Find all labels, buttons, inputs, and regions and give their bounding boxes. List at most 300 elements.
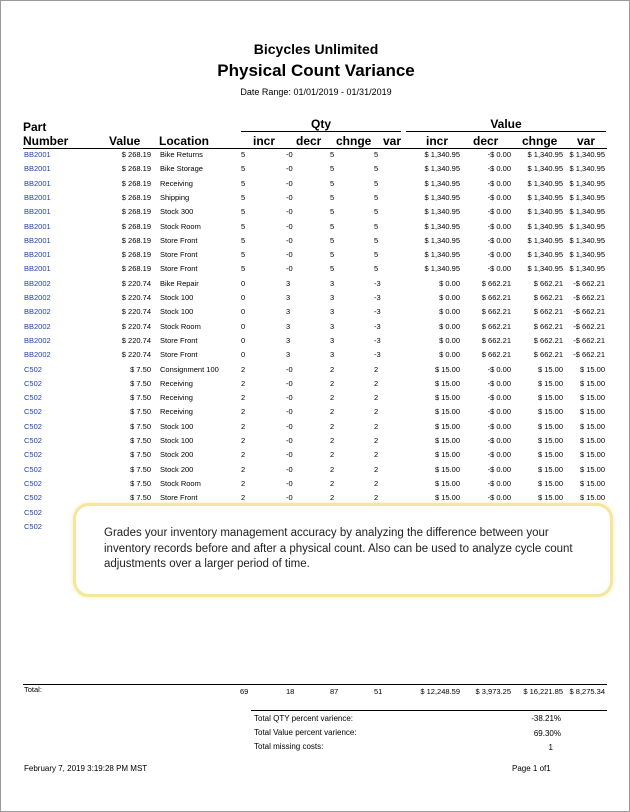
qty-chnge-cell: 5 bbox=[330, 235, 335, 245]
qty-chnge-cell: 5 bbox=[330, 264, 335, 274]
totals-rule bbox=[23, 684, 607, 685]
part-header-line1: Part bbox=[23, 120, 47, 134]
val-decr-cell: $ 662.21 bbox=[481, 350, 511, 360]
val-decr-cell: $ 662.21 bbox=[481, 307, 511, 317]
qty-incr-cell: 0 bbox=[241, 293, 246, 302]
qty-chnge-header: chnge bbox=[336, 134, 372, 148]
val-var-cell: -$ 662.21 bbox=[573, 335, 605, 345]
qty-incr-header: incr bbox=[253, 134, 276, 148]
qty-decr-cell: -0 bbox=[286, 207, 293, 217]
qty-var-cell: 2 bbox=[374, 421, 379, 431]
part-header-line2: Number bbox=[23, 134, 69, 148]
unit-value-cell: $ 220.74 bbox=[121, 307, 151, 317]
val-var-cell: $ 1,340.95 bbox=[569, 250, 605, 260]
unit-value-cell: $ 7.50 bbox=[130, 393, 151, 403]
part-number-cell[interactable]: BB2001 bbox=[24, 164, 51, 174]
unit-value-cell: $ 268.19 bbox=[121, 264, 151, 274]
qty-chnge-cell: 2 bbox=[330, 478, 335, 488]
val-incr-cell: $ 1,340.95 bbox=[424, 264, 460, 274]
table-row bbox=[1, 277, 630, 291]
date-to: 01/31/2019 bbox=[346, 87, 392, 97]
qty-chnge-cell: 3 bbox=[330, 307, 335, 317]
val-chnge-cell: $ 1,340.95 bbox=[527, 192, 563, 202]
qty-incr-cell: 2 bbox=[241, 364, 246, 374]
qty-incr-cell: 2 bbox=[241, 407, 246, 417]
val-decr-cell: -$ 0.00 bbox=[487, 493, 511, 503]
total-qty-incr: 69 bbox=[240, 687, 249, 696]
total-val-var: $ 8,275.34 bbox=[569, 687, 605, 696]
qty-incr-cell: 2 bbox=[241, 450, 246, 460]
val-incr-cell: $ 0.00 bbox=[439, 307, 460, 317]
value-group-rule bbox=[406, 131, 606, 132]
qty-incr-cell: 2 bbox=[241, 421, 246, 431]
val-chnge-cell: $ 662.21 bbox=[533, 293, 563, 302]
val-decr-cell: -$ 0.00 bbox=[487, 221, 511, 231]
date-range-label: Date Range: bbox=[240, 87, 291, 97]
location-cell: Stock 100 bbox=[160, 421, 194, 431]
table-row bbox=[1, 448, 630, 462]
qty-var-cell: -3 bbox=[374, 350, 381, 360]
location-cell: Stock 100 bbox=[160, 436, 194, 445]
location-cell: Store Front bbox=[160, 350, 198, 360]
unit-value-cell: $ 268.19 bbox=[121, 164, 151, 174]
total-qty-var: 51 bbox=[374, 687, 383, 696]
val-var-header: var bbox=[577, 134, 596, 148]
unit-value-cell: $ 220.74 bbox=[121, 278, 151, 288]
qty-decr-cell: 3 bbox=[286, 321, 291, 331]
val-decr-cell: -$ 0.00 bbox=[487, 192, 511, 202]
qty-decr-cell: -0 bbox=[286, 250, 293, 260]
missing-costs-value: 1 bbox=[548, 743, 553, 752]
val-chnge-cell: $ 662.21 bbox=[533, 307, 563, 317]
unit-value-cell: $ 7.50 bbox=[130, 407, 151, 417]
qty-incr-cell: 5 bbox=[241, 192, 246, 202]
qty-incr-cell: 5 bbox=[241, 221, 246, 231]
qty-chnge-cell: 5 bbox=[330, 178, 335, 188]
table-row bbox=[1, 162, 630, 176]
qty-var-cell: -3 bbox=[374, 335, 381, 345]
val-chnge-cell: $ 1,340.95 bbox=[527, 221, 563, 231]
unit-value-cell: $ 268.19 bbox=[121, 207, 151, 217]
qty-decr-cell: -0 bbox=[286, 192, 293, 202]
table-row bbox=[1, 291, 630, 305]
qty-decr-cell: 3 bbox=[286, 278, 291, 288]
table-row bbox=[1, 234, 630, 248]
val-incr-cell: $ 15.00 bbox=[434, 436, 460, 445]
location-cell: Stock Room bbox=[160, 478, 201, 488]
val-decr-cell: -$ 0.00 bbox=[487, 478, 511, 488]
unit-value-cell: $ 268.19 bbox=[121, 192, 151, 202]
val-chnge-cell: $ 1,340.95 bbox=[527, 207, 563, 217]
qty-chnge-cell: 5 bbox=[330, 207, 335, 217]
qty-incr-cell: 2 bbox=[241, 436, 246, 445]
qty-decr-cell: -0 bbox=[286, 378, 293, 388]
val-var-cell: $ 15.00 bbox=[579, 493, 605, 503]
qty-percent-value: -38.21% bbox=[531, 714, 561, 723]
unit-value-cell: $ 7.50 bbox=[130, 378, 151, 388]
location-cell: Store Front bbox=[160, 493, 198, 503]
location-cell: Stock Room bbox=[160, 221, 201, 231]
val-chnge-cell: $ 15.00 bbox=[537, 493, 563, 503]
total-val-decr: $ 3,973.25 bbox=[475, 687, 511, 696]
print-timestamp: February 7, 2019 3:19:28 PM MST bbox=[24, 764, 148, 773]
val-var-cell: $ 15.00 bbox=[579, 464, 605, 474]
val-var-cell: $ 15.00 bbox=[579, 421, 605, 431]
val-incr-cell: $ 15.00 bbox=[434, 393, 460, 403]
qty-incr-cell: 5 bbox=[241, 235, 246, 245]
qty-var-cell: 2 bbox=[374, 364, 379, 374]
part-number-cell[interactable]: BB2002 bbox=[24, 278, 51, 288]
part-number-cell[interactable]: BB2001 bbox=[24, 221, 51, 231]
qty-decr-cell: -0 bbox=[286, 221, 293, 231]
qty-chnge-cell: 2 bbox=[330, 493, 335, 503]
part-number-cell[interactable]: BB2001 bbox=[24, 178, 51, 188]
total-qty-chnge: 87 bbox=[330, 687, 339, 696]
part-number-cell[interactable]: C502 bbox=[24, 407, 42, 417]
qty-incr-cell: 2 bbox=[241, 493, 246, 503]
val-var-cell: $ 1,340.95 bbox=[569, 178, 605, 188]
val-var-cell: -$ 662.21 bbox=[573, 350, 605, 360]
qty-decr-cell: -0 bbox=[286, 450, 293, 460]
qty-group-header: Qty bbox=[310, 117, 331, 131]
page-number: Page 1 of1 bbox=[512, 764, 551, 773]
part-number-cell[interactable]: BB2001 bbox=[24, 150, 51, 159]
val-chnge-cell: $ 15.00 bbox=[537, 393, 563, 403]
part-number-cell[interactable]: BB2002 bbox=[24, 350, 51, 360]
qty-chnge-cell: 2 bbox=[330, 407, 335, 417]
unit-value-cell: $ 268.19 bbox=[121, 250, 151, 260]
table-row bbox=[1, 262, 630, 276]
part-number-cell[interactable]: BB2002 bbox=[24, 293, 51, 302]
val-incr-cell: $ 15.00 bbox=[434, 421, 460, 431]
val-var-cell: $ 1,340.95 bbox=[569, 235, 605, 245]
qty-var-cell: 2 bbox=[374, 493, 379, 503]
part-number-cell[interactable]: C502 bbox=[24, 493, 42, 503]
qty-incr-cell: 0 bbox=[241, 350, 246, 360]
val-chnge-cell: $ 15.00 bbox=[537, 364, 563, 374]
qty-incr-cell: 2 bbox=[241, 478, 246, 488]
part-number-cell[interactable]: C502 bbox=[24, 378, 42, 388]
val-var-cell: $ 1,340.95 bbox=[569, 207, 605, 217]
part-number-cell[interactable]: C502 bbox=[24, 507, 42, 517]
location-cell: Store Front bbox=[160, 235, 198, 245]
val-decr-cell: -$ 0.00 bbox=[487, 207, 511, 217]
location-cell: Receiving bbox=[160, 393, 193, 403]
val-chnge-cell: $ 1,340.95 bbox=[527, 150, 563, 159]
val-incr-cell: $ 0.00 bbox=[439, 293, 460, 302]
val-incr-cell: $ 15.00 bbox=[434, 364, 460, 374]
val-incr-cell: $ 1,340.95 bbox=[424, 150, 460, 159]
qty-incr-cell: 5 bbox=[241, 207, 246, 217]
unit-value-cell: $ 7.50 bbox=[130, 421, 151, 431]
qty-chnge-cell: 5 bbox=[330, 150, 335, 159]
table-row bbox=[1, 334, 630, 348]
val-var-cell: $ 1,340.95 bbox=[569, 192, 605, 202]
qty-var-cell: 2 bbox=[374, 378, 379, 388]
val-chnge-cell: $ 15.00 bbox=[537, 436, 563, 445]
table-row bbox=[1, 305, 630, 319]
qty-incr-cell: 5 bbox=[241, 164, 246, 174]
qty-chnge-cell: 2 bbox=[330, 393, 335, 403]
qty-chnge-cell: 3 bbox=[330, 278, 335, 288]
val-chnge-cell: $ 1,340.95 bbox=[527, 178, 563, 188]
qty-var-cell: 2 bbox=[374, 407, 379, 417]
table-row bbox=[1, 477, 630, 491]
part-number-cell[interactable]: BB2001 bbox=[24, 264, 51, 274]
part-number-cell[interactable]: C502 bbox=[24, 521, 42, 531]
part-number-cell[interactable]: C502 bbox=[24, 393, 42, 403]
val-incr-cell: $ 1,340.95 bbox=[424, 235, 460, 245]
location-cell: Bike Returns bbox=[160, 150, 203, 159]
location-cell: Store Front bbox=[160, 335, 198, 345]
qty-decr-cell: -0 bbox=[286, 478, 293, 488]
location-cell: Stock 200 bbox=[160, 464, 194, 474]
val-var-cell: $ 1,340.95 bbox=[569, 221, 605, 231]
qty-decr-cell: -0 bbox=[286, 264, 293, 274]
val-decr-cell: -$ 0.00 bbox=[487, 378, 511, 388]
unit-value-cell: $ 7.50 bbox=[130, 464, 151, 474]
val-decr-cell: $ 662.21 bbox=[481, 335, 511, 345]
table-row bbox=[1, 248, 630, 262]
val-decr-cell: -$ 0.00 bbox=[487, 150, 511, 159]
val-incr-cell: $ 15.00 bbox=[434, 478, 460, 488]
qty-chnge-cell: 2 bbox=[330, 364, 335, 374]
val-chnge-cell: $ 1,340.95 bbox=[527, 250, 563, 260]
part-number-cell[interactable]: C502 bbox=[24, 364, 42, 374]
qty-decr-cell: 3 bbox=[286, 293, 291, 302]
qty-incr-cell: 5 bbox=[241, 150, 246, 159]
report-title: Physical Count Variance bbox=[217, 61, 415, 80]
unit-value-cell: $ 268.19 bbox=[121, 150, 151, 159]
location-cell: Receiving bbox=[160, 407, 193, 417]
val-decr-header: decr bbox=[473, 134, 499, 148]
date-from: 01/01/2019 bbox=[293, 87, 339, 97]
qty-decr-cell: -0 bbox=[286, 393, 293, 403]
qty-var-cell: 5 bbox=[374, 192, 379, 202]
val-incr-cell: $ 1,340.95 bbox=[424, 178, 460, 188]
val-decr-cell: -$ 0.00 bbox=[487, 393, 511, 403]
table-row bbox=[1, 320, 630, 334]
val-var-cell: $ 15.00 bbox=[579, 478, 605, 488]
part-number-cell[interactable]: C502 bbox=[24, 450, 42, 460]
val-decr-cell: -$ 0.00 bbox=[487, 364, 511, 374]
qty-incr-cell: 2 bbox=[241, 378, 246, 388]
qty-incr-cell: 0 bbox=[241, 335, 246, 345]
qty-decr-cell: -0 bbox=[286, 364, 293, 374]
qty-decr-cell: -0 bbox=[286, 150, 293, 159]
summary-rule bbox=[251, 710, 607, 711]
val-var-cell: $ 1,340.95 bbox=[569, 150, 605, 159]
qty-decr-header: decr bbox=[296, 134, 322, 148]
val-var-cell: $ 15.00 bbox=[579, 450, 605, 460]
val-decr-cell: -$ 0.00 bbox=[487, 235, 511, 245]
qty-incr-cell: 2 bbox=[241, 464, 246, 474]
val-var-cell: $ 15.00 bbox=[579, 378, 605, 388]
val-chnge-cell: $ 15.00 bbox=[537, 407, 563, 417]
qty-decr-cell: -0 bbox=[286, 164, 293, 174]
part-number-cell[interactable]: C502 bbox=[24, 436, 42, 445]
qty-decr-cell: 3 bbox=[286, 307, 291, 317]
unit-value-cell: $ 7.50 bbox=[130, 493, 151, 503]
part-number-cell[interactable]: BB2001 bbox=[24, 235, 51, 245]
part-number-cell[interactable]: BB2002 bbox=[24, 335, 51, 345]
location-cell: Store Front bbox=[160, 250, 198, 260]
location-cell: Stock 300 bbox=[160, 207, 194, 217]
val-var-cell: $ 15.00 bbox=[579, 393, 605, 403]
qty-chnge-cell: 2 bbox=[330, 464, 335, 474]
val-chnge-cell: $ 15.00 bbox=[537, 478, 563, 488]
val-incr-header: incr bbox=[426, 134, 449, 148]
val-var-cell: $ 15.00 bbox=[579, 436, 605, 445]
location-header: Location bbox=[159, 134, 209, 148]
val-chnge-cell: $ 15.00 bbox=[537, 464, 563, 474]
val-chnge-cell: $ 662.21 bbox=[533, 350, 563, 360]
qty-decr-cell: -0 bbox=[286, 235, 293, 245]
qty-chnge-cell: 2 bbox=[330, 450, 335, 460]
value-percent-label: Total Value percent varience: bbox=[254, 728, 357, 737]
val-chnge-cell: $ 662.21 bbox=[533, 335, 563, 345]
qty-decr-cell: -0 bbox=[286, 421, 293, 431]
qty-chnge-cell: 3 bbox=[330, 335, 335, 345]
qty-var-cell: 5 bbox=[374, 221, 379, 231]
table-row bbox=[1, 391, 630, 405]
val-incr-cell: $ 0.00 bbox=[439, 278, 460, 288]
qty-var-cell: -3 bbox=[374, 321, 381, 331]
location-cell: Stock 100 bbox=[160, 293, 194, 302]
val-decr-cell: -$ 0.00 bbox=[487, 264, 511, 274]
qty-var-cell: 2 bbox=[374, 450, 379, 460]
unit-value-cell: $ 7.50 bbox=[130, 436, 151, 445]
val-incr-cell: $ 0.00 bbox=[439, 350, 460, 360]
total-qty-decr: 18 bbox=[286, 687, 295, 696]
qty-var-cell: 5 bbox=[374, 207, 379, 217]
qty-decr-cell: -0 bbox=[286, 493, 293, 503]
val-var-cell: $ 1,340.95 bbox=[569, 164, 605, 174]
val-decr-cell: -$ 0.00 bbox=[487, 250, 511, 260]
total-val-incr: $ 12,248.59 bbox=[420, 687, 460, 696]
value-percent-value: 69.30% bbox=[533, 729, 561, 738]
location-cell: Stock Room bbox=[160, 321, 201, 331]
qty-chnge-cell: 3 bbox=[330, 321, 335, 331]
table-row bbox=[1, 191, 630, 205]
val-incr-cell: $ 1,340.95 bbox=[424, 164, 460, 174]
location-cell: Receiving bbox=[160, 178, 193, 188]
unit-value-cell: $ 7.50 bbox=[130, 364, 151, 374]
qty-var-cell: 5 bbox=[374, 250, 379, 260]
val-decr-cell: -$ 0.00 bbox=[487, 407, 511, 417]
qty-incr-cell: 0 bbox=[241, 278, 246, 288]
val-incr-cell: $ 1,340.95 bbox=[424, 192, 460, 202]
qty-decr-cell: -0 bbox=[286, 436, 293, 445]
qty-decr-cell: -0 bbox=[286, 407, 293, 417]
unit-value-cell: $ 7.50 bbox=[130, 478, 151, 488]
part-number-cell[interactable]: BB2001 bbox=[24, 192, 51, 202]
part-number-cell[interactable]: BB2001 bbox=[24, 207, 51, 217]
qty-decr-cell: 3 bbox=[286, 335, 291, 345]
val-var-cell: -$ 662.21 bbox=[573, 278, 605, 288]
qty-incr-cell: 0 bbox=[241, 307, 246, 317]
location-cell: Store Front bbox=[160, 264, 198, 274]
table-row bbox=[1, 205, 630, 219]
val-var-cell: $ 15.00 bbox=[579, 407, 605, 417]
unit-value-cell: $ 220.74 bbox=[121, 293, 151, 302]
val-var-cell: -$ 662.21 bbox=[573, 293, 605, 302]
location-cell: Consignment 100 bbox=[160, 364, 219, 374]
val-chnge-cell: $ 1,340.95 bbox=[527, 164, 563, 174]
part-number-cell[interactable]: C502 bbox=[24, 464, 42, 474]
table-row bbox=[1, 420, 630, 434]
qty-chnge-cell: 2 bbox=[330, 378, 335, 388]
part-number-cell[interactable]: BB2001 bbox=[24, 250, 51, 260]
val-decr-cell: $ 662.21 bbox=[481, 321, 511, 331]
val-incr-cell: $ 15.00 bbox=[434, 407, 460, 417]
val-chnge-cell: $ 15.00 bbox=[537, 450, 563, 460]
part-number-cell[interactable]: C502 bbox=[24, 478, 42, 488]
table-row bbox=[1, 434, 630, 448]
location-cell: Shipping bbox=[160, 192, 190, 202]
qty-chnge-cell: 2 bbox=[330, 421, 335, 431]
qty-chnge-cell: 5 bbox=[330, 221, 335, 231]
val-chnge-cell: $ 662.21 bbox=[533, 321, 563, 331]
qty-var-cell: -3 bbox=[374, 293, 381, 302]
unit-value-cell: $ 220.74 bbox=[121, 321, 151, 331]
val-incr-cell: $ 0.00 bbox=[439, 335, 460, 345]
table-row bbox=[1, 348, 630, 362]
unit-value-cell: $ 220.74 bbox=[121, 335, 151, 345]
missing-costs-label: Total missing costs: bbox=[254, 742, 324, 751]
part-number-cell[interactable]: BB2002 bbox=[24, 307, 51, 317]
qty-var-cell: 2 bbox=[374, 464, 379, 474]
table-row bbox=[1, 405, 630, 419]
qty-incr-cell: 5 bbox=[241, 178, 246, 188]
qty-chnge-cell: 2 bbox=[330, 436, 335, 445]
qty-var-cell: 5 bbox=[374, 164, 379, 174]
val-var-cell: $ 15.00 bbox=[579, 364, 605, 374]
location-cell: Bike Repair bbox=[160, 278, 199, 288]
table-row bbox=[1, 177, 630, 191]
totals-label: Total: bbox=[24, 685, 42, 694]
report-description-tooltip: Grades your inventory management accuracy by analyzing the difference between your inventory records before and after a physical count. Also can be used to analyze cycle count adjustments over a larger period of time. bbox=[73, 503, 613, 597]
qty-decr-cell: -0 bbox=[286, 178, 293, 188]
unit-value-cell: $ 268.19 bbox=[121, 178, 151, 188]
val-chnge-cell: $ 1,340.95 bbox=[527, 235, 563, 245]
part-number-cell[interactable]: BB2002 bbox=[24, 321, 51, 331]
location-cell: Stock 100 bbox=[160, 307, 194, 317]
val-chnge-cell: $ 1,340.95 bbox=[527, 264, 563, 274]
qty-decr-cell: -0 bbox=[286, 464, 293, 474]
location-cell: Stock 200 bbox=[160, 450, 194, 460]
val-incr-cell: $ 15.00 bbox=[434, 450, 460, 460]
val-var-cell: -$ 662.21 bbox=[573, 321, 605, 331]
qty-var-cell: 5 bbox=[374, 264, 379, 274]
table-row bbox=[1, 220, 630, 234]
val-chnge-cell: $ 15.00 bbox=[537, 378, 563, 388]
val-incr-cell: $ 1,340.95 bbox=[424, 221, 460, 231]
qty-var-cell: 2 bbox=[374, 478, 379, 488]
qty-var-cell: 5 bbox=[374, 235, 379, 245]
unit-value-cell: $ 268.19 bbox=[121, 235, 151, 245]
val-decr-cell: -$ 0.00 bbox=[487, 178, 511, 188]
qty-var-cell: 5 bbox=[374, 178, 379, 188]
qty-var-cell: 2 bbox=[374, 393, 379, 403]
date-separator: - bbox=[341, 87, 345, 97]
part-number-cell[interactable]: C502 bbox=[24, 421, 42, 431]
qty-group-rule bbox=[241, 131, 401, 132]
qty-incr-cell: 2 bbox=[241, 393, 246, 403]
val-incr-cell: $ 15.00 bbox=[434, 464, 460, 474]
location-cell: Receiving bbox=[160, 378, 193, 388]
qty-var-cell: -3 bbox=[374, 307, 381, 317]
